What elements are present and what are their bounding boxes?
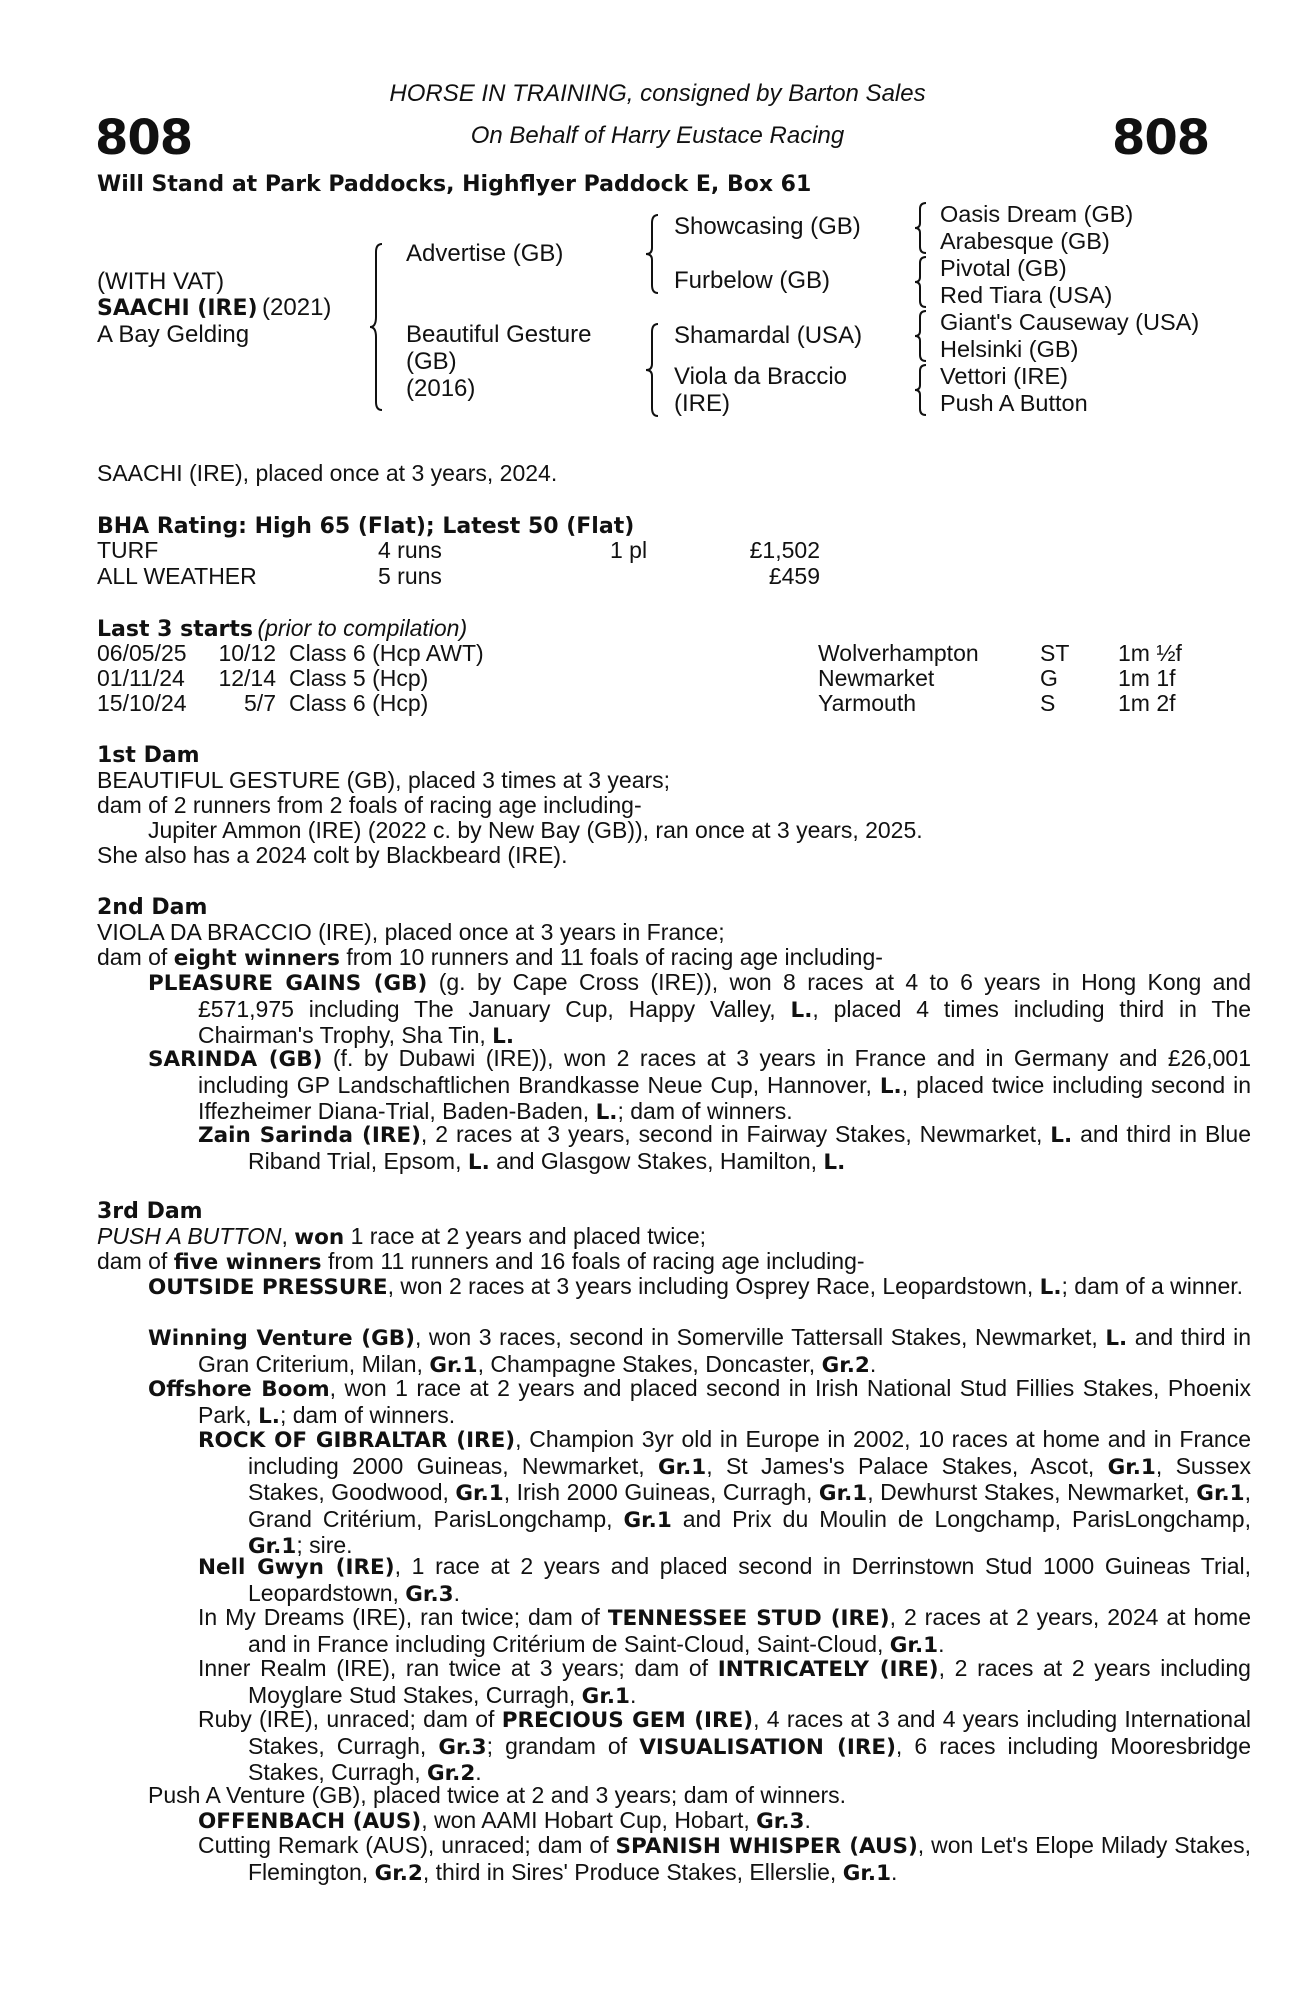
text: .	[869, 1350, 877, 1377]
group-mark: Gr.1	[842, 1860, 892, 1886]
rating-turf-surface: TURF	[97, 537, 159, 563]
winners-count: eight winners	[173, 946, 340, 971]
group-mark: Gr.1	[248, 1534, 297, 1559]
text: , won Let's Elope Milady Stakes, Flemington,	[248, 1832, 1251, 1885]
start-position: 12/14	[218, 665, 276, 691]
start-class: Class 5 (Hcp)	[289, 665, 429, 691]
listed-mark: L.	[1039, 1275, 1062, 1300]
third-dam-produce-3	[148, 1376, 1251, 1429]
group-mark: Gr.1	[1196, 1481, 1245, 1506]
text: .	[475, 1759, 482, 1785]
listed-mark: L.	[467, 1149, 490, 1175]
first-dam-line3: Jupiter Ammon (IRE) (2022 c. by New Bay (GB)), ran once at 3 years, 2025.	[148, 817, 923, 843]
text: , third in Sires' Produce Stakes, Ellerslie,	[422, 1858, 843, 1885]
horse-name: INTRICATELY (IRE)	[717, 1657, 939, 1682]
third-dam-title: 3rd Dam	[97, 1199, 203, 1224]
text: Cutting Remark (AUS), unraced; dam of	[198, 1832, 616, 1858]
start-distance: 1m ½f	[1118, 640, 1182, 666]
dam-line1: Beautiful Gesture	[406, 321, 592, 348]
listed-mark: L.	[823, 1149, 846, 1175]
group-mark: Gr.1	[455, 1481, 504, 1506]
horse-name: Nell Gwyn (IRE)	[198, 1555, 395, 1580]
rating-turf-placed: 1 pl	[610, 537, 648, 563]
start-class: Class 6 (Hcp)	[289, 690, 429, 716]
text: ; grandam of	[486, 1732, 640, 1759]
offenbach-entry	[198, 1808, 1251, 1835]
group-mark: Gr.1	[1107, 1454, 1156, 1480]
won-label: won	[294, 1225, 345, 1250]
start-date: 01/11/24	[97, 665, 185, 691]
text: , St James's Palace Stakes, Ascot,	[706, 1452, 1108, 1479]
pedigree-brace-2a	[644, 213, 664, 295]
start-going: ST	[1040, 640, 1070, 666]
group-mark: Gr.1	[889, 1632, 939, 1658]
lot-number-right: 808	[1112, 110, 1210, 166]
rating-aw-runs: 5 runs	[378, 563, 442, 589]
text: , 1 race at 2 years and placed second in Derrinstown Stud 1000 Guineas Trial, Leopardstown,	[248, 1553, 1251, 1606]
start-course: Wolverhampton	[818, 640, 979, 666]
text: ; dam of winners.	[279, 1401, 456, 1428]
last-starts-note: (prior to compilation)	[257, 615, 468, 641]
sire: Advertise (GB)	[406, 240, 564, 267]
text: .	[804, 1807, 811, 1833]
text: , Grand Critérium, ParisLongchamp,	[248, 1479, 1251, 1532]
horse-name: SPANISH WHISPER (AUS)	[615, 1834, 918, 1859]
gen4-pivotal: Pivotal (GB)	[940, 255, 1067, 281]
text: , Champagne Stakes, Doncaster,	[477, 1350, 822, 1377]
stand-location: Will Stand at Park Paddocks, Highflyer Paddock E, Box 61	[97, 172, 812, 197]
second-dam-produce-2	[148, 1046, 1251, 1126]
text: .	[891, 1858, 898, 1885]
horse-description: A Bay Gelding	[97, 321, 250, 348]
ruby-entry	[198, 1707, 1251, 1787]
text: , Irish 2000 Guineas, Curragh,	[503, 1479, 819, 1505]
start-distance: 1m 1f	[1118, 665, 1176, 691]
rating-aw-earnings: £459	[768, 563, 820, 589]
dam-sire: Shamardal (USA)	[674, 322, 863, 349]
pedigree-brace-2b	[644, 322, 664, 418]
third-dam-produce-1	[148, 1274, 1251, 1301]
pedigree-brace-3c	[913, 309, 931, 363]
dam-dam-line2: (IRE)	[674, 390, 730, 417]
sire-sire: Showcasing (GB)	[674, 213, 861, 240]
horse-name: Zain Sarinda (IRE)	[198, 1123, 421, 1148]
group-mark: Gr.3	[438, 1734, 487, 1760]
horse-name: PRECIOUS GEM (IRE)	[501, 1708, 754, 1733]
group-mark: Gr.2	[426, 1761, 476, 1786]
rating-aw-surface: ALL WEATHER	[97, 563, 257, 589]
horse-name: ROCK OF GIBRALTAR (IRE)	[198, 1428, 516, 1453]
text: 1 race at 2 years and placed twice;	[344, 1223, 706, 1249]
start-going: G	[1040, 665, 1058, 691]
dam-name: PUSH A BUTTON	[97, 1223, 282, 1249]
start-date: 15/10/24	[97, 690, 187, 716]
gen4-oasis-dream: Oasis Dream (GB)	[940, 201, 1134, 227]
start-going: S	[1040, 690, 1056, 716]
gen4-red-tiara: Red Tiara (USA)	[940, 282, 1113, 308]
text: , Champion 3yr old in Europe in 2002, 10 races at home and in France including 2000 Guineas, Newmarket,	[248, 1426, 1251, 1479]
inner-realm-entry	[198, 1656, 1251, 1709]
in-my-dreams-entry	[198, 1605, 1251, 1658]
first-dam-line2: dam of 2 runners from 2 foals of racing age including-	[97, 792, 642, 818]
text: ; sire.	[296, 1532, 353, 1558]
third-dam-produce-2	[148, 1325, 1251, 1378]
group-mark: Gr.2	[821, 1352, 870, 1378]
group-mark: Gr.1	[657, 1454, 707, 1480]
rock-of-gibraltar-entry	[198, 1427, 1251, 1560]
dam-line2: (GB)	[406, 348, 457, 375]
first-dam-line4: She also has a 2024 colt by Blackbeard (IRE).	[97, 842, 568, 868]
first-dam-line1: BEAUTIFUL GESTURE (GB), placed 3 times at 3 years;	[97, 767, 671, 793]
gen4-vettori: Vettori (IRE)	[940, 363, 1068, 389]
start-course: Yarmouth	[818, 690, 917, 716]
last-starts-title: Last 3 starts	[97, 617, 254, 642]
first-dam-title: 1st Dam	[97, 743, 200, 768]
text: Ruby (IRE), unraced; dam of	[198, 1706, 502, 1732]
second-dam-line1: VIOLA DA BRACCIO (IRE), placed once at 3 years in France;	[97, 919, 725, 945]
listed-mark: L.	[1105, 1326, 1128, 1351]
gen4-arabesque: Arabesque (GB)	[940, 228, 1110, 254]
horse-name: OUTSIDE PRESSURE	[148, 1275, 388, 1300]
rating-turf-runs: 4 runs	[378, 537, 442, 563]
group-mark: Gr.1	[623, 1507, 672, 1533]
sire-dam: Furbelow (GB)	[674, 267, 831, 294]
consignor-line: HORSE IN TRAINING, consigned by Barton Sales	[389, 80, 926, 107]
listed-mark: L.	[492, 1024, 515, 1049]
text: Push A Venture (GB), placed twice at 2 and 3 years; dam of winners.	[148, 1782, 847, 1808]
text: , placed twice including second in Iffezheimer Diana-Trial, Baden-Baden,	[198, 1071, 1251, 1124]
text: and Prix du Moulin de Longchamp, ParisLongchamp,	[671, 1505, 1251, 1532]
text: , won AAMI Hobart Cup, Hobart,	[421, 1807, 757, 1833]
pedigree-brace-3b	[913, 255, 931, 309]
start-distance: 1m 2f	[1118, 690, 1176, 716]
text: .	[629, 1681, 637, 1708]
text: , 2 races at 2 years including Moyglare Stud Stakes, Curragh,	[248, 1655, 1251, 1708]
listed-mark: L.	[790, 997, 813, 1023]
pedigree-brace-3d	[913, 363, 931, 417]
lot-number-left: 808	[95, 110, 193, 166]
text: , 2 races at 2 years, 2024 at home and in France including Critérium de Saint-Cloud, Saint-Cloud,	[248, 1604, 1251, 1657]
group-mark: Gr.3	[405, 1581, 454, 1607]
second-dam-grandproduce-1	[198, 1122, 1251, 1175]
second-dam-produce-1	[148, 970, 1251, 1050]
text: , won 2 races at 3 years including Osprey Race, Leopardstown,	[387, 1273, 1040, 1299]
rating-turf-earnings: £1,502	[749, 537, 820, 563]
vendor-line: On Behalf of Harry Eustace Racing	[470, 122, 845, 149]
text: , won 3 races, second in Somerville Tattersall Stakes, Newmarket,	[414, 1324, 1106, 1350]
text: , placed 4 times including third in The Chairman's Trophy, Sha Tin,	[198, 995, 1251, 1048]
text: , won 1 race at 2 years and placed second in Irish National Stud Fillies Stakes, Phoenix Park,	[198, 1375, 1251, 1428]
group-mark: Gr.1	[429, 1352, 478, 1378]
listed-mark: L.	[1050, 1123, 1073, 1148]
horse-name: OFFENBACH (AUS)	[198, 1809, 422, 1834]
third-dam-line2	[97, 1249, 865, 1276]
gen4-push-a-button: Push A Button	[940, 390, 1088, 416]
horse-name: VISUALISATION (IRE)	[639, 1734, 896, 1760]
start-position: 10/12	[218, 640, 276, 666]
dam-line3: (2016)	[406, 375, 476, 402]
cutting-remark-entry	[198, 1833, 1251, 1886]
winners-count: five winners	[173, 1250, 322, 1275]
text: , 4 races at 3 and 4 years including International Stakes, Curragh,	[248, 1706, 1252, 1759]
gen4-helsinki: Helsinki (GB)	[940, 336, 1079, 362]
text: dam of	[97, 944, 174, 970]
race-summary: SAACHI (IRE), placed once at 3 years, 2024.	[97, 460, 558, 486]
pedigree-brace-3a	[913, 201, 931, 255]
horse-name-line	[97, 295, 331, 321]
vat-label: (WITH VAT)	[97, 268, 225, 295]
listed-mark: L.	[595, 1100, 618, 1125]
listed-mark: L.	[258, 1403, 280, 1429]
text: and third in Gran Criterium, Milan,	[198, 1324, 1251, 1377]
text: .	[938, 1630, 945, 1657]
text: from 10 runners and 11 foals of racing age including-	[339, 944, 883, 970]
start-course: Newmarket	[818, 665, 935, 691]
second-dam-title: 2nd Dam	[97, 895, 208, 920]
nell-gwyn-entry	[198, 1554, 1251, 1607]
dam-dam-line1: Viola da Braccio	[674, 363, 847, 390]
start-class: Class 6 (Hcp AWT)	[289, 640, 484, 666]
text: , Dewhurst Stakes, Newmarket,	[867, 1479, 1197, 1505]
horse-year: (2021)	[262, 294, 332, 321]
push-a-venture-entry	[148, 1783, 1201, 1809]
second-dam-line2	[97, 945, 883, 972]
group-mark: Gr.2	[374, 1860, 423, 1886]
horse-name: TENNESSEE STUD (IRE)	[607, 1606, 890, 1631]
third-dam-line1	[97, 1224, 706, 1251]
pedigree-brace-1	[368, 242, 390, 412]
horse-name: PLEASURE GAINS (GB)	[148, 971, 428, 996]
group-mark: Gr.1	[818, 1481, 868, 1506]
text: In My Dreams (IRE), ran twice; dam of	[198, 1604, 608, 1630]
text: ,	[281, 1223, 295, 1249]
text: and third in Blue Riband Trial, Epsom,	[248, 1121, 1251, 1174]
text: (g. by Cape Cross (IRE)), won 8 races at 4 to 6 years in Hong Kong and £571,975 including The January Cup, Happy Valley,	[198, 969, 1251, 1022]
start-position: 5/7	[244, 690, 276, 716]
start-date: 06/05/25	[97, 640, 187, 666]
text: , 6 races including Mooresbridge Stakes, Curragh,	[248, 1732, 1252, 1785]
gen4-giants-causeway: Giant's Causeway (USA)	[940, 309, 1200, 335]
horse-name: Winning Venture (GB)	[148, 1326, 415, 1351]
text: and Glasgow Stakes, Hamilton,	[489, 1147, 824, 1174]
text: ; dam of a winner.	[1061, 1273, 1244, 1299]
group-mark: Gr.3	[756, 1809, 805, 1834]
text: ; dam of winners.	[617, 1098, 793, 1124]
text: , 2 races at 3 years, second in Fairway Stakes, Newmarket,	[420, 1121, 1051, 1147]
horse-name: SAACHI (IRE)	[97, 296, 258, 321]
text: .	[453, 1579, 460, 1606]
last-starts-heading	[97, 616, 467, 642]
text: Inner Realm (IRE), ran twice at 3 years; dam of	[198, 1655, 718, 1681]
listed-mark: L.	[879, 1073, 902, 1099]
horse-name: Offshore Boom	[148, 1377, 330, 1402]
text: , Sussex Stakes, Goodwood,	[248, 1452, 1251, 1505]
group-mark: Gr.1	[581, 1683, 630, 1709]
horse-name: SARINDA (GB)	[148, 1047, 323, 1072]
text: (f. by Dubawi (IRE)), won 2 races at 3 years in France and in Germany and £26,001 including GP Landschaftlichen Brandkasse Neue Cup, Hannover,	[198, 1045, 1251, 1098]
text: dam of	[97, 1248, 174, 1274]
bha-rating: BHA Rating: High 65 (Flat); Latest 50 (Flat)	[97, 514, 635, 539]
text: from 11 runners and 16 foals of racing age including-	[321, 1248, 865, 1274]
